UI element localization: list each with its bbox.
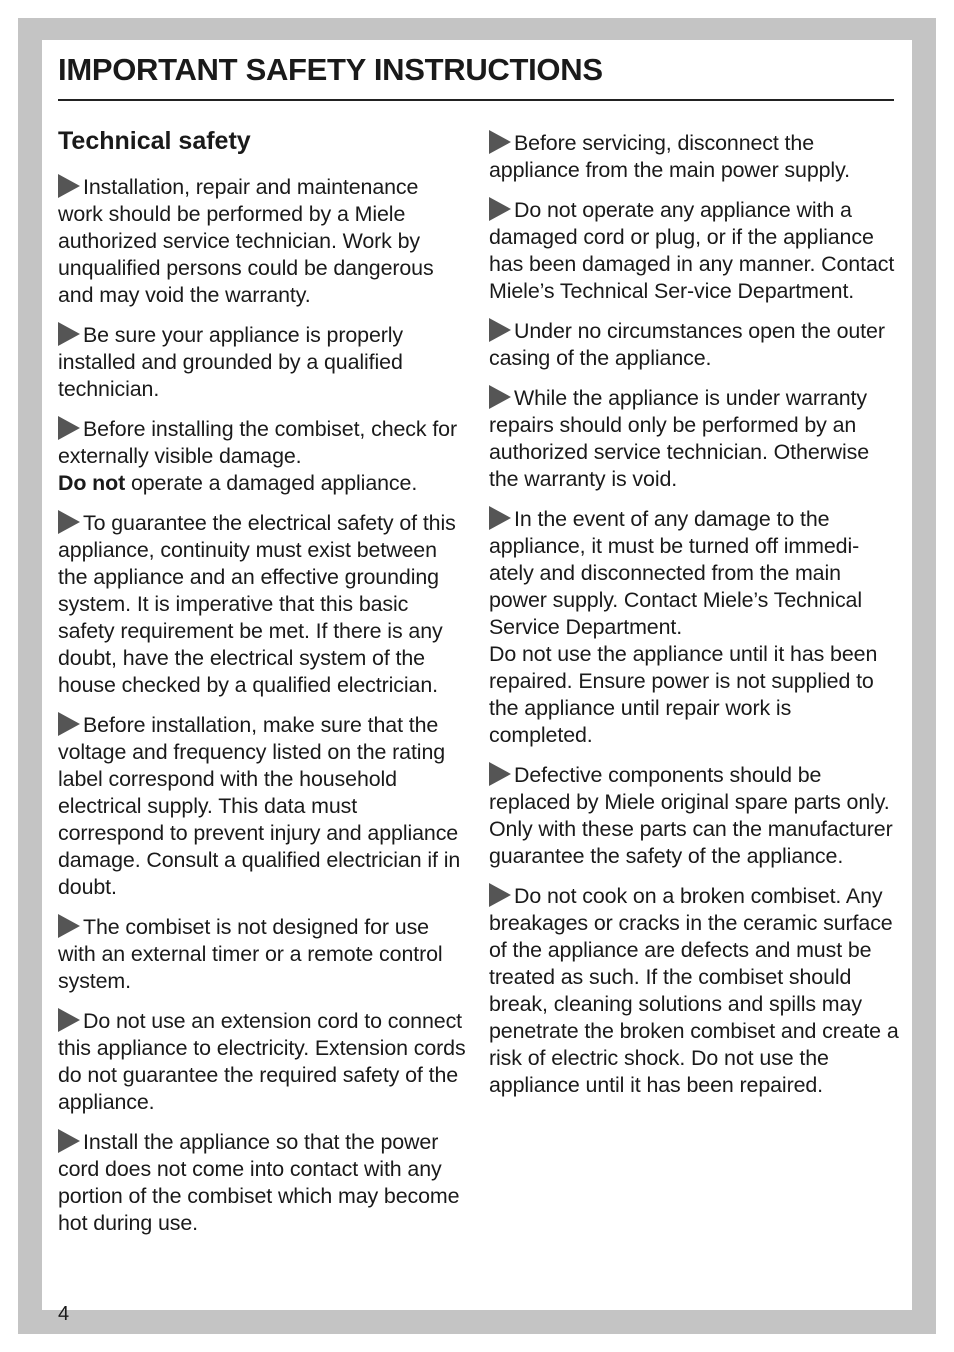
triangle-bullet-icon: [489, 883, 511, 907]
instruction-paragraph: The combiset is not designed for use with an external timer or a remote control system.: [58, 915, 443, 993]
instruction-paragraph: Be sure your appliance is properly installed and grounded by a qualified technician.: [58, 323, 404, 401]
triangle-bullet-icon: [489, 762, 511, 786]
title-divider: [58, 99, 894, 101]
left-column: [58, 124, 466, 1250]
triangle-bullet-icon: [58, 712, 80, 736]
instruction-paragraph: To guarantee the electrical safety of this appliance, continuity must exist between the appliance and an effective grounding system. It is imperative that this basic safety requirement be met. If there is any doubt, have the electrical system of the house checked by a qualified electrician.: [58, 511, 456, 697]
instruction-paragraph: Under no circumstances open the outer casing of the appliance.: [489, 319, 885, 370]
instruction-paragraph: Install the appliance so that the power cord does not come into contact with any portion of the combiset which may become hot during use.: [58, 1130, 460, 1235]
triangle-bullet-icon: [58, 174, 80, 198]
page-title: IMPORTANT SAFETY INSTRUCTIONS: [58, 52, 603, 87]
right-column: [489, 130, 899, 1112]
section-heading: Technical safety: [58, 127, 251, 155]
instruction-paragraph: While the appliance is under warranty repairs should only be performed by an authorized service technician. Otherwise the warranty is void.: [489, 386, 870, 491]
instruction-paragraph: Defective components should be replaced by Miele original spare parts only. Only with these parts can the manufacturer guarantee the safety of the appliance.: [489, 763, 893, 868]
instruction-paragraph: In the event of any damage to the appliance, it must be turned off immedi-ately and disconnected from the main power supply. Contact Miele’s Technical Service Department. Do not use the appliance until it has been repaired. Ensure power is not supplied to the appliance until repair work is completed.: [489, 507, 878, 747]
triangle-bullet-icon: [58, 1008, 80, 1032]
instruction-paragraph: Before installation, make sure that the voltage and frequency listed on the rating label correspond with the household electrical supply. This data must correspond to prevent injury and appliance damage. Consult a qualified electrician if in doubt.: [58, 713, 461, 899]
triangle-bullet-icon: [489, 318, 511, 342]
triangle-bullet-icon: [58, 322, 80, 346]
triangle-bullet-icon: [489, 197, 511, 221]
triangle-bullet-icon: [58, 1129, 80, 1153]
bold-emphasis: Do not: [58, 471, 126, 495]
triangle-bullet-icon: [58, 416, 80, 440]
triangle-bullet-icon: [489, 506, 511, 530]
page-number: 4: [58, 1303, 70, 1325]
instruction-paragraph: Installation, repair and maintenance work should be performed by a Miele authorized service technician. Work by unqualified persons could be dangerous and may void the warranty.: [58, 175, 434, 307]
triangle-bullet-icon: [58, 914, 80, 938]
instruction-paragraph: Do not use an extension cord to connect this appliance to electricity. Extension cords do not guarantee the required safety of the appliance.: [58, 1009, 466, 1114]
triangle-bullet-icon: [489, 130, 511, 154]
instruction-paragraph: Do not operate any appliance with a damaged cord or plug, or if the appliance has been damaged in any manner. Contact Miele’s Technical Ser-vice Department.: [489, 198, 895, 303]
instruction-paragraph: Do not cook on a broken combiset. Any breakages or cracks in the ceramic surface of the appliance are defects and must be treated as such. If the combiset should break, cleaning solutions and spills may penetrate the broken combiset and create a risk of electric shock. Do not use the appliance until it has been repaired.: [489, 884, 899, 1097]
instruction-paragraph: Before installing the combiset, check for externally visible damage. Do not operate a damaged appliance.: [58, 417, 457, 495]
triangle-bullet-icon: [489, 385, 511, 409]
instruction-paragraph: Before servicing, disconnect the appliance from the main power supply.: [489, 131, 850, 182]
triangle-bullet-icon: [58, 510, 80, 534]
